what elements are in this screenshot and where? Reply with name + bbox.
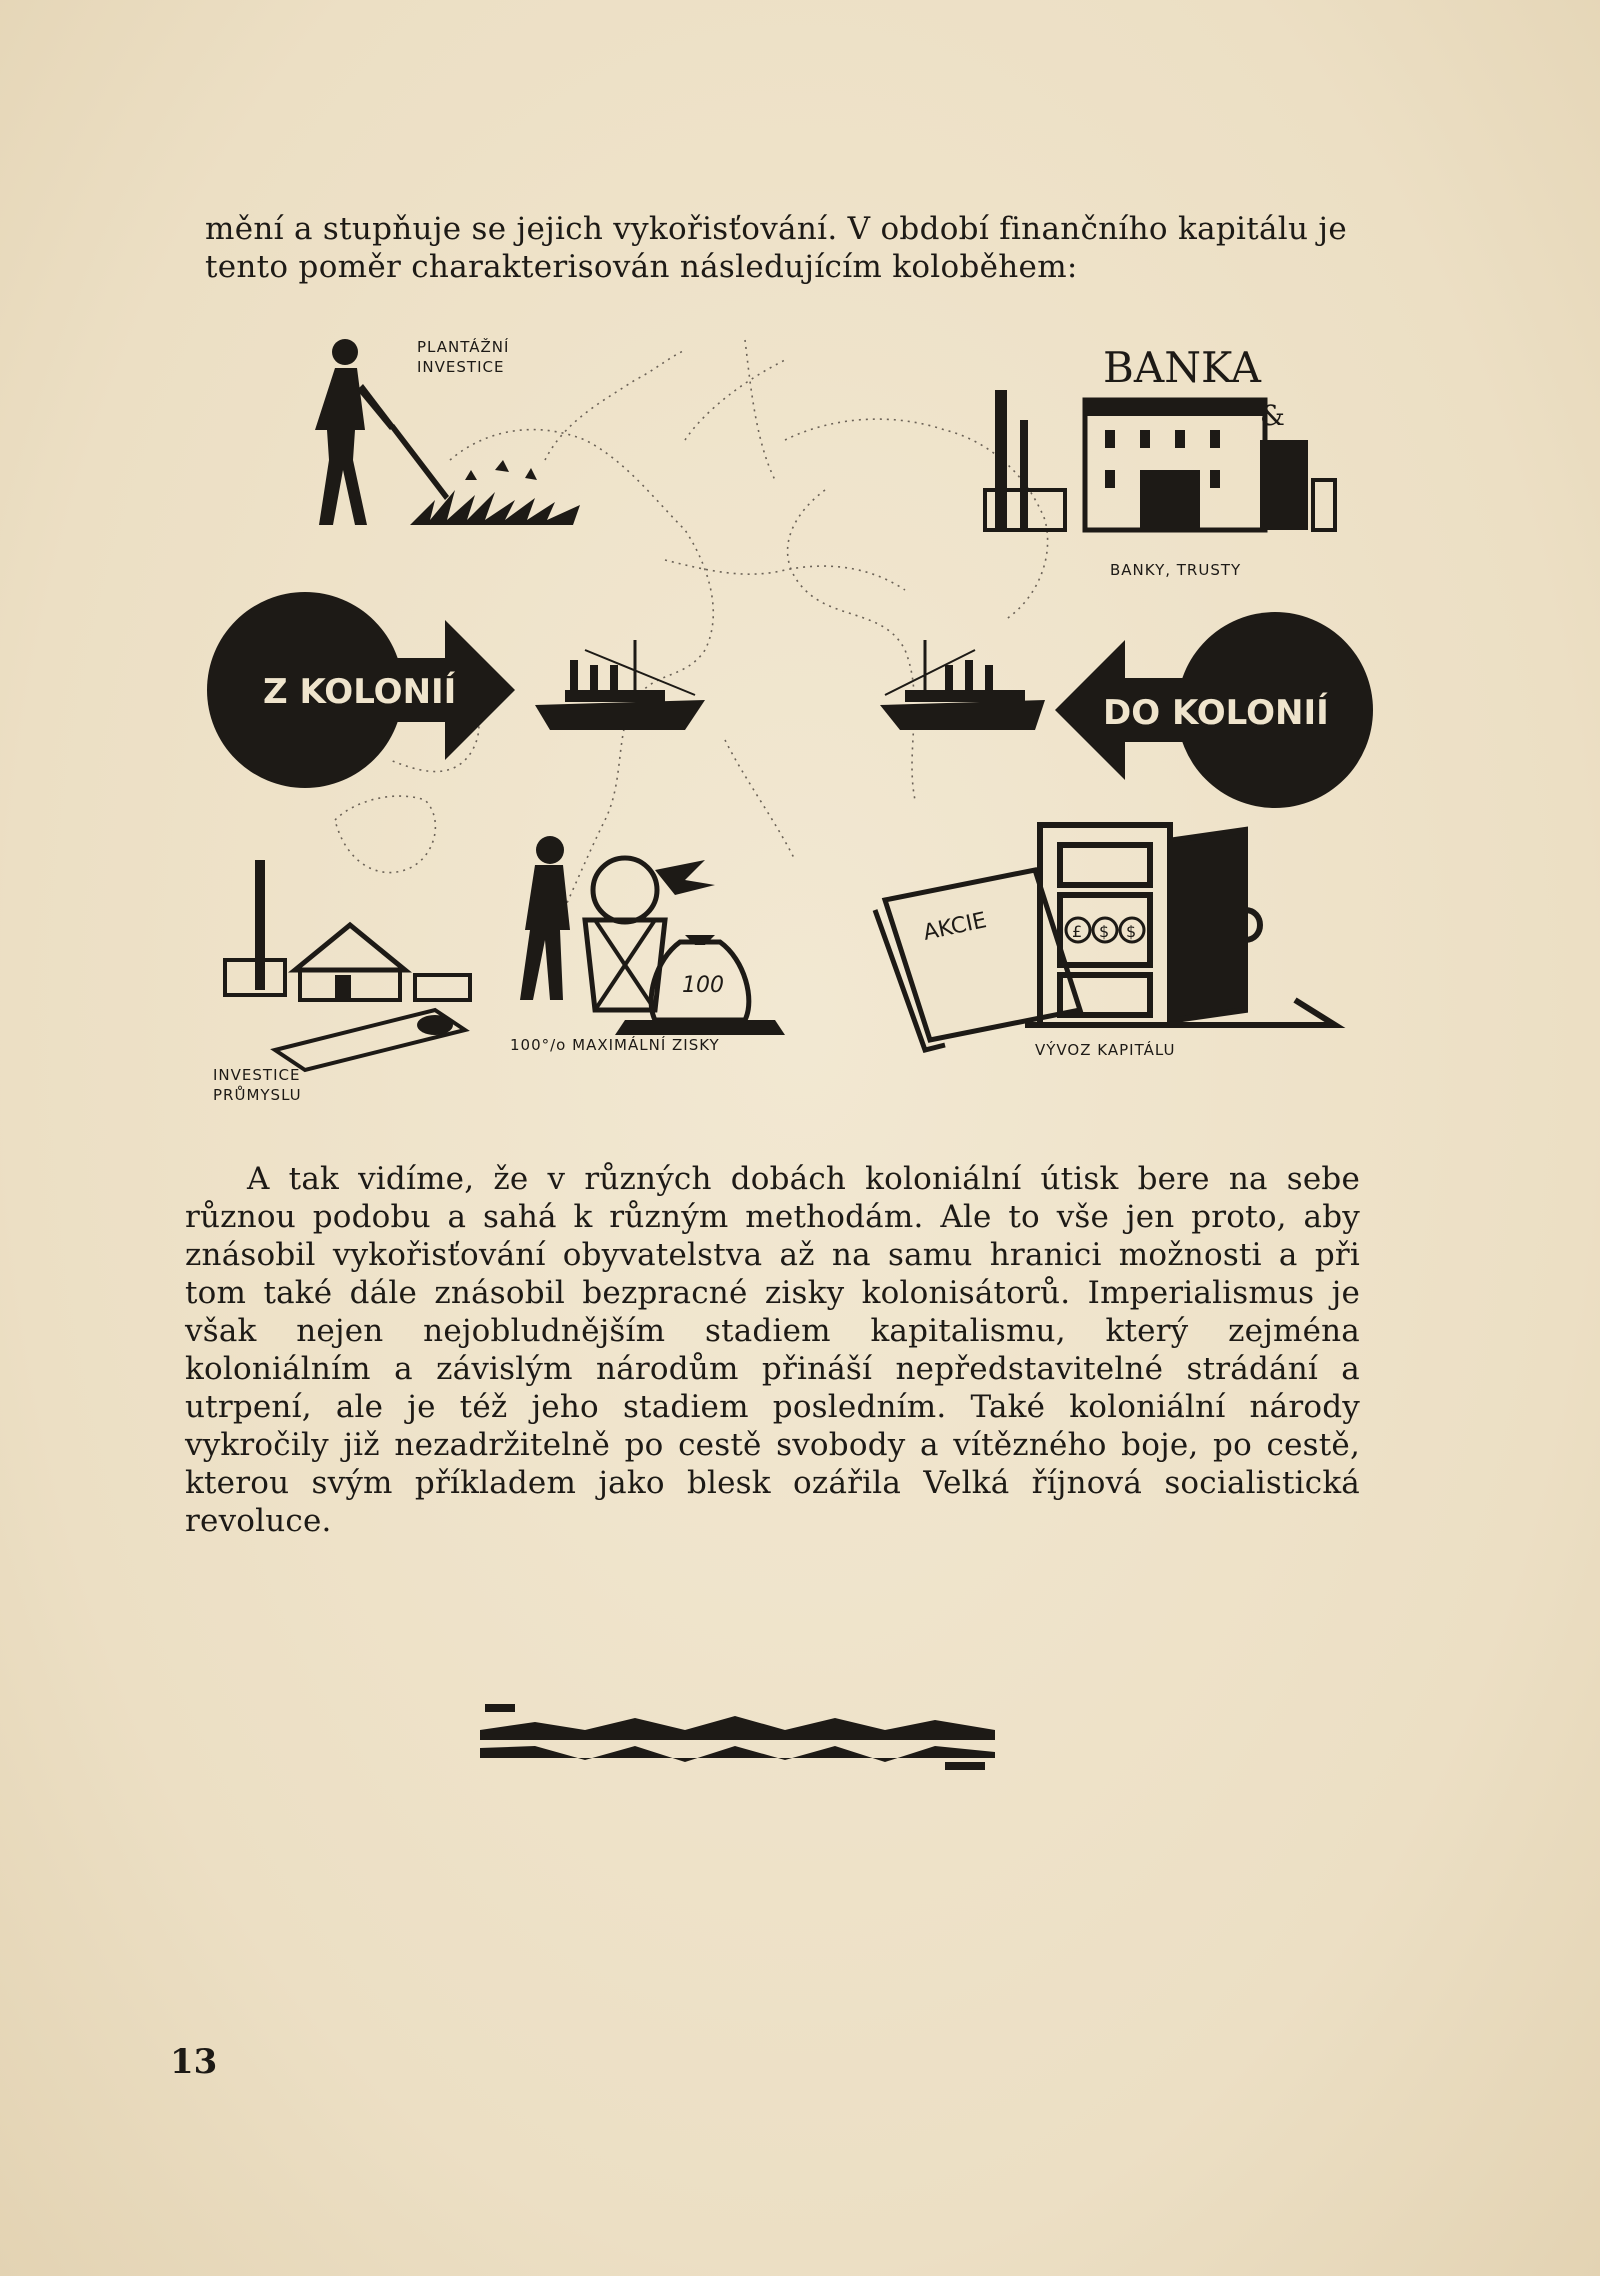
intro-paragraph: mění a stupňuje se jejich vykořisťování. V období finančního kapitálu je tento poměr charakterisován následujícím koloběhem: (205, 211, 1347, 285)
currency-dollar-2: $ (1126, 922, 1137, 941)
to-colonies-label: DO KOLONIÍ (1103, 693, 1329, 733)
plantation-label-line-2: INVESTICE (417, 358, 505, 376)
body-text (185, 1160, 1360, 1540)
industry-label-line-1: INVESTICE (213, 1066, 301, 1084)
currency-dollar-1: $ (1099, 922, 1110, 941)
ship-right-icon (880, 640, 1045, 730)
currency-pound: £ (1072, 922, 1083, 941)
plantation-label-line-1: PLANTÁŽNÍ (417, 338, 510, 356)
banks-trusts-label: BANKY, TRUSTY (1110, 561, 1242, 579)
illustration-svg (185, 320, 1395, 1140)
bank-ampersand: & (1260, 399, 1285, 432)
industry-label-line-2: PRŮMYSLU (213, 1086, 302, 1104)
from-colonies-label: Z KOLONIÍ (263, 672, 457, 712)
shares-label: AKCIE (921, 908, 989, 946)
money-bag-value: 100 (682, 973, 724, 998)
body-paragraph: A tak vidíme, že v různých dobách koloniální útisk bere na sebe různou podobu a sahá k různým methodám. Ale to vše jen proto, aby znásobil vykořisťování obyvatelstva až na samu hranici možnosti a při tom také dále znásobil bezpracné zisky kolonisátorů. Imperialismus je však nejen nejobludnějším stadiem kapitalismu, který zejména koloniálním a závislým národům přináší nepředstavitelné strádání a utrpení, ale je též jeho stadiem posledním. Také koloniální národy vykročily již nezadržitelně po cestě svobody a vítězného boje, po cestě, kterou svým příkladem jako blesk ozářila Velká říjnová socialistická revoluce. (185, 1161, 1360, 1539)
colonial-cycle-illustration (185, 320, 1395, 1140)
world-map-outline (335, 340, 1048, 950)
plantation-crops-icon (410, 460, 580, 525)
factory-icon (225, 860, 470, 1070)
safe-money-bags (1066, 918, 1144, 942)
ship-left-icon (535, 640, 705, 730)
section-ornament (475, 1700, 1000, 1780)
intro-text (205, 210, 1385, 286)
page-number: 13 (170, 2042, 218, 2082)
bank-sign-text: BANKA (1103, 343, 1261, 392)
capital-export-label: VÝVOZ KAPITÁLU (1035, 1041, 1176, 1059)
profits-label: 100°/o MAXIMÁLNÍ ZISKY (510, 1036, 720, 1054)
